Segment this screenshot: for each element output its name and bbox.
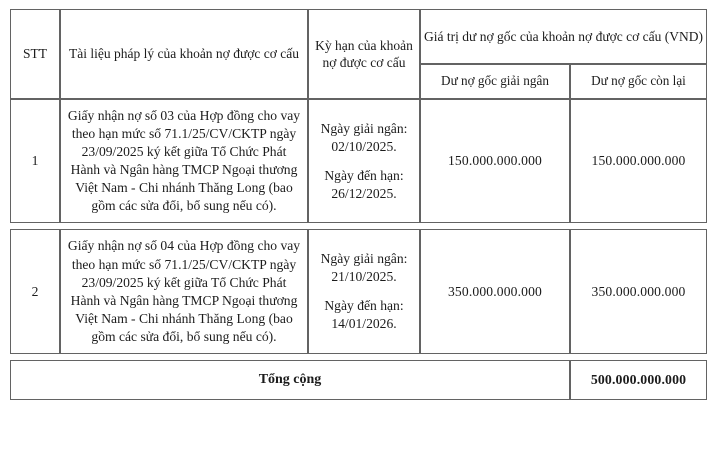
disbursement-date-value: 02/10/2025. [331, 138, 397, 154]
cell-disbursed-amount: 150.000.000.000 [420, 99, 570, 223]
cell-stt: 2 [10, 229, 60, 353]
due-date-block [314, 297, 414, 333]
column-header-value-group: Giá trị dư nợ gốc của khoản nợ được cơ cấu (VND) [420, 9, 707, 64]
due-date-block [314, 167, 414, 203]
cell-term [308, 229, 420, 353]
table-header [10, 9, 707, 99]
disbursement-date-block [314, 120, 414, 156]
table-total-row [10, 360, 707, 400]
disbursement-date-label: Ngày giải ngân: [320, 251, 408, 267]
cell-documents: Giấy nhận nợ số 03 của Hợp đồng cho vay theo hạn mức số 71.1/25/CV/CKTP ngày 23/09/2025 ký kết giữa Tổ Chức Phát Hành và Ngân hàng TMCP Ngoại thương Việt Nam - Chi nhánh Thăng Long (bao gồm các sửa đổi, bổ sung nếu có). [60, 99, 308, 223]
restructured-debt-table [10, 9, 707, 400]
total-label: Tổng cộng [10, 360, 570, 400]
column-header-documents: Tài liệu pháp lý của khoản nợ được cơ cấu [60, 9, 308, 99]
cell-remaining-amount: 150.000.000.000 [570, 99, 707, 223]
cell-term [308, 99, 420, 223]
total-amount: 500.000.000.000 [570, 360, 707, 400]
cell-disbursed-amount: 350.000.000.000 [420, 229, 570, 353]
table-row [10, 99, 707, 223]
table-body [10, 99, 707, 400]
table-row [10, 229, 707, 353]
column-header-disbursed: Dư nợ gốc giải ngân [420, 64, 570, 99]
disbursement-date-label: Ngày giải ngân: [320, 120, 408, 136]
table-header-row-primary [10, 9, 707, 64]
disbursement-date-value: 21/10/2025. [331, 269, 397, 285]
column-header-stt: STT [10, 9, 60, 99]
column-header-term: Kỳ hạn của khoản nợ được cơ cấu [308, 9, 420, 99]
due-date-label: Ngày đến hạn: [324, 298, 404, 314]
due-date-value: 14/01/2026. [331, 316, 397, 332]
cell-stt: 1 [10, 99, 60, 223]
due-date-label: Ngày đến hạn: [324, 167, 404, 183]
due-date-value: 26/12/2025. [331, 185, 397, 201]
column-header-remaining: Dư nợ gốc còn lại [570, 64, 707, 99]
disbursement-date-block [314, 250, 414, 286]
cell-remaining-amount: 350.000.000.000 [570, 229, 707, 353]
cell-documents: Giấy nhận nợ số 04 của Hợp đồng cho vay theo hạn mức số 71.1/25/CV/CKTP ngày 23/09/2025 ký kết giữa Tổ Chức Phát Hành và Ngân hàng TMCP Ngoại thương Việt Nam - Chi nhánh Thăng Long (bao gồm các sửa đổi, bổ sung nếu có). [60, 229, 308, 353]
